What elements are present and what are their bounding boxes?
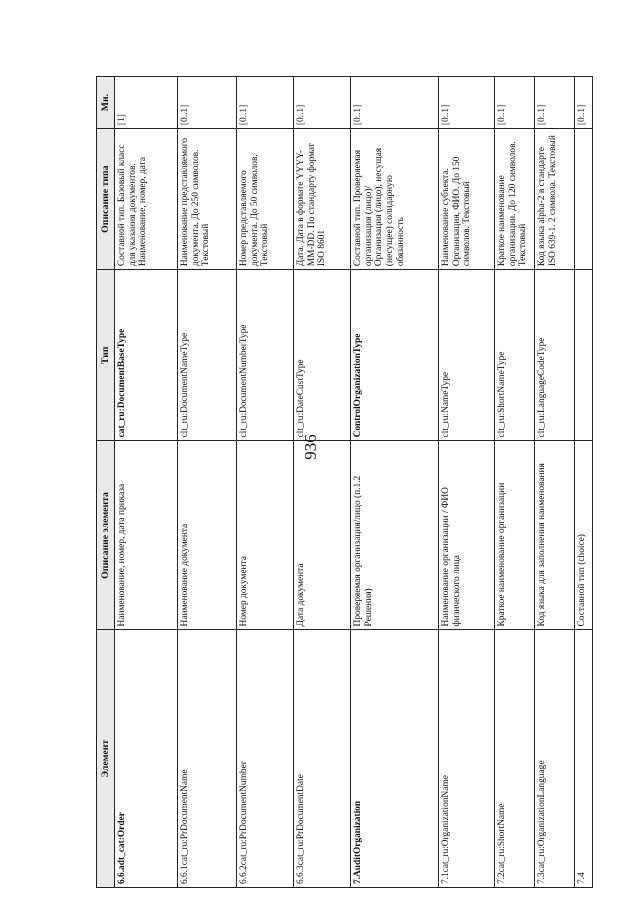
cell-element-description — [237, 441, 294, 630]
cell-element-description — [535, 441, 575, 630]
cell-type-text: clt_ru:DateCustType — [296, 359, 307, 438]
cell-type-description — [294, 129, 351, 270]
cell-type-text: ControlOrganizationType — [353, 333, 364, 438]
table-row — [237, 77, 294, 888]
cell-multiplicity — [237, 77, 294, 129]
cell-type-description — [115, 129, 178, 270]
cell-element — [294, 630, 351, 888]
cell-type-description — [535, 129, 575, 270]
cell-element — [535, 630, 575, 888]
cell-element-description — [115, 441, 178, 630]
cell-element-description-text: Краткое наименование организации — [497, 482, 508, 627]
document-table — [96, 76, 593, 888]
cell-type-text: clt_ru:LanguageCodeType — [537, 337, 548, 438]
cell-element-description — [575, 441, 593, 630]
cell-element — [575, 630, 593, 888]
cell-type-description-text: Наименование представляемого документа. До 250 символов. Текстовый — [180, 138, 212, 267]
table-row — [535, 77, 575, 888]
cell-type-text: clt_ru:DocumentNumberType — [239, 324, 250, 438]
header-type: Тип — [97, 270, 115, 441]
cell-type-description — [575, 129, 593, 270]
table-body — [115, 77, 593, 888]
cell-multiplicity-text: [0..1] — [577, 104, 588, 126]
cell-type-description — [178, 129, 237, 270]
cell-type-description-text: Составной тип. Проверяемая организация (лицо)/ Организация (лицо), несущая (несущее) солидарную обязанность — [353, 147, 406, 267]
cell-element-description — [439, 441, 495, 630]
cell-type-text: clt_ru:NameType — [441, 371, 452, 438]
cell-element — [178, 630, 237, 888]
table-row — [495, 77, 535, 888]
cell-multiplicity — [535, 77, 575, 129]
cell-type — [178, 270, 237, 441]
cell-type-description — [495, 129, 535, 270]
table-row — [351, 77, 439, 888]
cell-multiplicity — [294, 77, 351, 129]
cell-element-text: 7.4 — [577, 872, 588, 884]
cell-element-text: 7.1cat_ru:OrganizationName — [441, 775, 452, 884]
header-multiplicity: Мн. — [97, 77, 115, 129]
cell-multiplicity — [115, 77, 178, 129]
cell-element-description-text: Номер документа — [239, 556, 250, 627]
cell-type-description-text: Дата. Дата в формате YYYY-MM-DD. По стандарту формат ISO 8601 — [296, 143, 328, 267]
document-table-container — [96, 76, 588, 888]
cell-element-description-text: Дата документа — [296, 563, 307, 627]
cell-element-text: 6.6.1cat_ru:PrDocumentName — [180, 769, 191, 884]
cell-type — [115, 270, 178, 441]
cell-element-description-text: Наименование, номер, дата приказа — [117, 483, 128, 627]
cell-multiplicity — [439, 77, 495, 129]
cell-multiplicity — [178, 77, 237, 129]
cell-type-description-text: Код языка alpha-2 в стандарте ISO 639-1. 2 символа. Текстовый — [537, 135, 558, 267]
cell-type-text: clt_ru:DocumentNameType — [180, 332, 191, 438]
table-row — [439, 77, 495, 888]
cell-type — [575, 270, 593, 441]
cell-element — [495, 630, 535, 888]
header-element: Элемент — [97, 630, 115, 888]
cell-multiplicity — [575, 77, 593, 129]
cell-multiplicity-text: [0..1] — [537, 104, 548, 126]
table-row — [575, 77, 593, 888]
cell-type — [535, 270, 575, 441]
cell-multiplicity-text: [0..1] — [296, 104, 307, 126]
cell-multiplicity — [495, 77, 535, 129]
cell-type-description-text: Составной тип. Базовый класс для указания документов. Наименование, номер, дата — [117, 144, 149, 267]
cell-multiplicity-text: [1] — [117, 114, 128, 126]
cell-type-description-text: Краткое наименование организации. До 120 символов. Текстовый — [497, 141, 529, 267]
cell-element-description-text: Проверяемая организация/лицо (п.1.2 Решения) — [353, 475, 374, 627]
cell-type — [351, 270, 439, 441]
cell-element-description-text: Составной тип (choice) — [577, 534, 588, 627]
cell-element-description — [351, 441, 439, 630]
cell-multiplicity — [351, 77, 439, 129]
cell-element-description-text: Наименование организации / ФИО физического лица — [441, 487, 462, 627]
header-type-description: Описание типа — [97, 129, 115, 270]
cell-type-description-text: Номер представляемого документа. До 50 символов. Текстовый — [239, 154, 271, 267]
cell-multiplicity-text: [0..1] — [441, 104, 452, 126]
cell-element-description — [178, 441, 237, 630]
cell-type — [294, 270, 351, 441]
cell-element-text: 6.6.3cat_ru:PrDocumentDate — [296, 774, 307, 884]
cell-type-description — [351, 129, 439, 270]
cell-element-text: 7.2cat_ru:ShortName — [497, 803, 508, 884]
cell-element-description — [294, 441, 351, 630]
header-element-description: Описание элемента — [97, 441, 115, 630]
cell-element — [237, 630, 294, 888]
cell-type — [439, 270, 495, 441]
cell-multiplicity-text: [0..1] — [239, 104, 250, 126]
cell-multiplicity-text: [0..1] — [353, 104, 364, 126]
cell-type-description-text: Наименование субъекта. Организация, ФИО. До 150 символов. Текстовый — [441, 156, 473, 267]
cell-element-description-text: Наименование документа — [180, 523, 191, 627]
cell-type-text: clt_ru:ShortNameType — [497, 351, 508, 438]
cell-multiplicity-text: [0..1] — [180, 104, 191, 126]
cell-element — [351, 630, 439, 888]
table-header-row — [97, 77, 115, 888]
cell-multiplicity-text: [0..1] — [497, 104, 508, 126]
cell-element-text: 6.6.2cat_ru:PrDocumentNumber — [239, 761, 250, 884]
cell-element-text: 7.3cat_ru:OrganizationLanguage — [537, 760, 548, 884]
cell-type-description — [237, 129, 294, 270]
cell-element — [439, 630, 495, 888]
table-row — [178, 77, 237, 888]
cell-type — [237, 270, 294, 441]
page-number: 936 — [300, 434, 320, 460]
cell-type — [495, 270, 535, 441]
cell-element-text: 6.6.adt_cat:Order — [117, 812, 128, 884]
cell-element — [115, 630, 178, 888]
cell-element-description-text: Код языка для заполнения наименования — [537, 463, 548, 627]
table-row — [294, 77, 351, 888]
cell-element-description — [495, 441, 535, 630]
cell-type-text: cat_ru:DocumentBaseType — [117, 328, 128, 438]
cell-element-text: 7.AuditOrganization — [353, 800, 364, 884]
table-row — [115, 77, 178, 888]
cell-type-description — [439, 129, 495, 270]
